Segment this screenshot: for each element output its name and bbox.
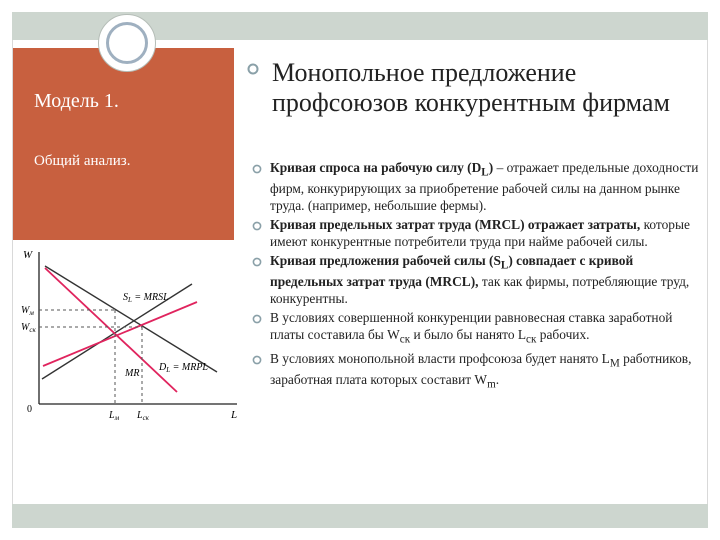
model-subtitle: Общий анализ. bbox=[34, 153, 131, 169]
bullet-icon bbox=[252, 257, 262, 267]
supply-label: $S_L$ = MRSL bbox=[123, 292, 169, 304]
bottom-band bbox=[12, 504, 708, 528]
labor-market-graph bbox=[17, 244, 242, 424]
list-item: Кривая спроса на рабочую силу $(D_L)$ – отражает предельные доходности фирм, конкурирующих за приобретение рабочей силы на данном рынке труда. (например, небольшие фермы). bbox=[252, 160, 702, 214]
list-item: Кривая предельных затрат труда (MRCL) отражает затраты, которые имеют конкурентные потребители труда при найме рабочей силы. bbox=[252, 217, 702, 250]
left-panel bbox=[13, 48, 234, 240]
y-axis-label: W bbox=[23, 249, 33, 261]
demand-curve bbox=[45, 266, 217, 372]
bullet-icon bbox=[252, 221, 262, 231]
tick-lck: $L_{ск}$ bbox=[137, 410, 149, 422]
list-item: Кривая предложения рабочей силы $(S_L)$ совпадает с кривой предельных затрат труда (MRCL), так как фирмы, потребляющие труд, конкурентны. bbox=[252, 253, 702, 307]
mr-label: MR bbox=[125, 368, 140, 379]
list-item: В условиях совершенной конкуренции равновесная ставка заработной платы составила бы $W_{ск}$ и было бы нанято $L_{ск}$ рабочих. bbox=[252, 310, 702, 348]
tick-lm: $L_м$ bbox=[109, 410, 120, 422]
title-bullet-icon bbox=[247, 63, 259, 75]
slide-title: Монопольное предложение профсоюзов конкурентным фирмам bbox=[272, 58, 670, 117]
origin-label: 0 bbox=[27, 404, 32, 415]
bullet-icon bbox=[252, 355, 262, 365]
tick-wm: $W_м$ bbox=[21, 305, 34, 317]
model-title: Модель 1. bbox=[34, 90, 119, 112]
bullet-icon bbox=[252, 164, 262, 174]
demand-label: $D_L$ = MRPL bbox=[159, 362, 208, 374]
list-item: В условиях монопольной власти профсоюза будет нанято $L_M$ работников, заработная плата которых составит $W_m$. bbox=[252, 351, 702, 393]
bullet-icon bbox=[252, 314, 262, 324]
x-axis-label: L bbox=[231, 409, 238, 421]
tick-wck: $W_{ск}$ bbox=[21, 322, 36, 334]
bullet-list bbox=[252, 160, 702, 396]
circle-ornament-icon bbox=[98, 14, 156, 72]
marginal-revenue-curve bbox=[45, 268, 177, 392]
